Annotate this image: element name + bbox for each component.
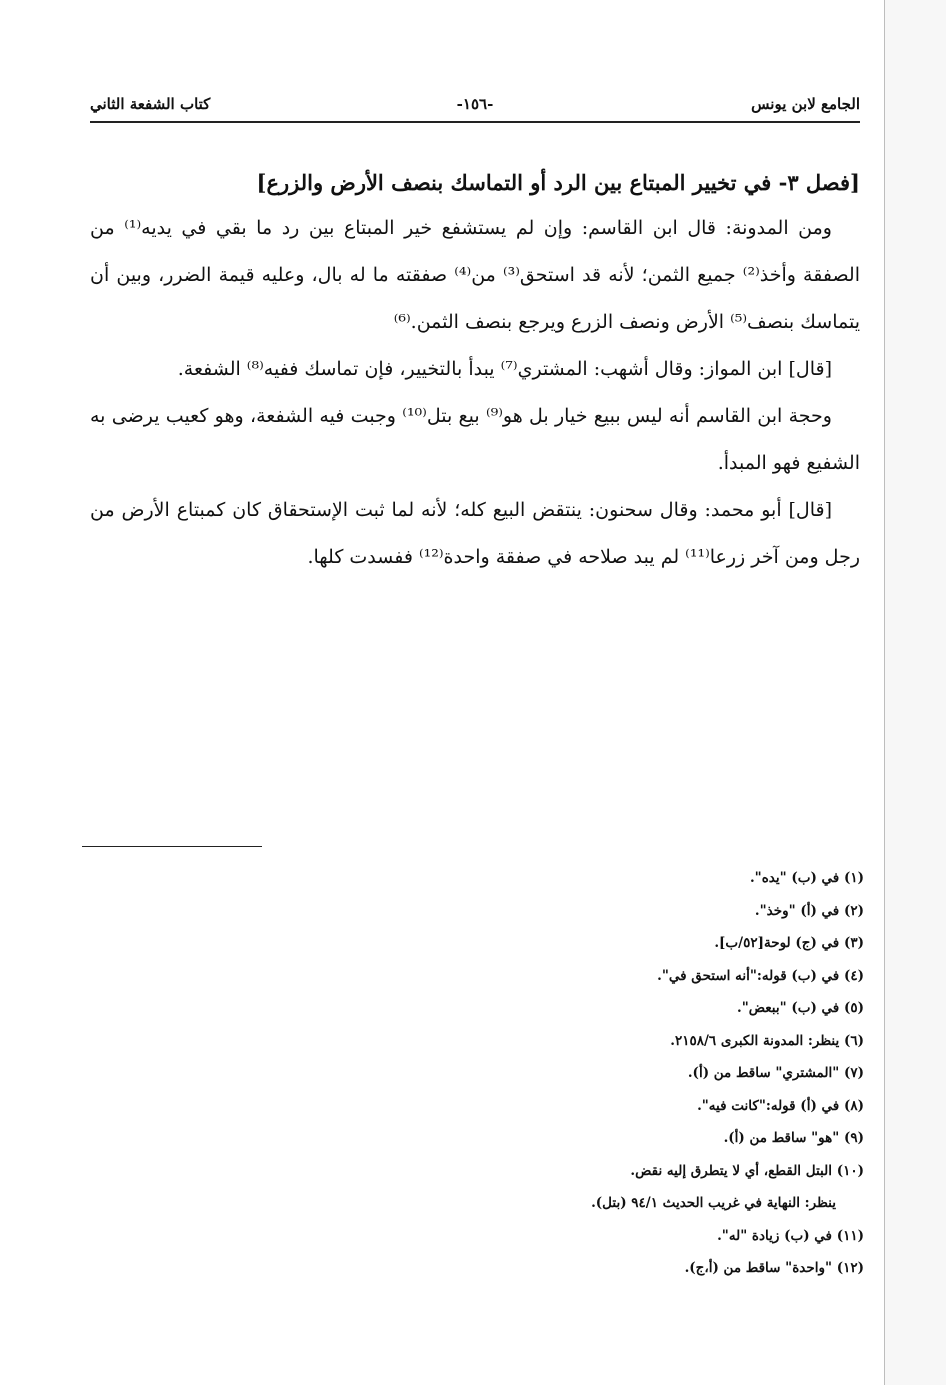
paragraph-3: وحجة ابن القاسم أنه ليس ببيع خيار بل هو⁽⁹⁾ بيع بتل⁽¹⁰⁾ وجبت فيه الشفعة، وهو كعيب يرضى به الشفيع فهو المبدأ. (90, 405, 860, 474)
header-book-title: الجامع لابن يونس (751, 95, 860, 113)
footnote-7: (٧) "المشتري" ساقط من (أ). (687, 1065, 864, 1081)
footnote-11: (١١) في (ب) زيادة "له". (717, 1227, 864, 1244)
footnote-10: (١٠) البتل القطع، أي لا يتطرق إليه نقض. (630, 1162, 864, 1179)
footnote-3: (٣) في (ج) لوحة[٥٢/ب]. (714, 935, 864, 951)
footnotes (224, 862, 864, 1285)
footnote-1: (١) في (ب) "يده". (749, 870, 864, 886)
footnote-separator (82, 846, 262, 847)
section-title: [فصل ٣- في تخيير المبتاع بين الرد أو التماسك بنصف الأرض والزرع] (256, 170, 860, 195)
running-header (90, 95, 860, 129)
page-edge-shade (885, 0, 946, 1385)
footnote-2: (٢) في (أ) "وخذ". (754, 902, 864, 919)
footnote-12: (١٢) "واحدة" ساقط من (أ،ج). (684, 1260, 864, 1276)
footnote-9: (٩) "هو" ساقط من (أ). (723, 1130, 864, 1146)
footnote-6: (٦) ينظر: المدونة الكبرى ٢١٥٨/٦. (670, 1032, 864, 1049)
footnote-5: (٥) في (ب) "ببعض". (737, 1000, 864, 1016)
paragraph-1: ومن المدونة: قال ابن القاسم: وإن لم يستشفع خير المبتاع بين رد ما بقي في يديه⁽¹⁾ من الصفقة وأخذ⁽²⁾ جميع الثمن؛ لأنه قد استحق⁽³⁾ من⁽⁴⁾ صفقته ما له بال، وعليه قيمة الضرر، وبين أن يتماسك بنصف⁽⁵⁾ الأرض ونصف الزرع ويرجع بنصف الثمن.⁽⁶⁾ (90, 217, 860, 333)
footnote-4: (٤) في (ب) قوله:"أنه استحق في". (657, 967, 864, 984)
document-page (90, 95, 860, 581)
paragraph-2: [قال] ابن المواز: وقال أشهب: المشتري⁽⁷⁾ يبدأ بالتخيير، فإن تماسك ففيه⁽⁸⁾ الشفعة. (177, 358, 832, 380)
footnote-10-continuation: ينظر: النهاية في غريب الحديث ٩٤/١ (بتل). (591, 1195, 836, 1211)
footnote-8: (٨) في (أ) قوله:"كانت فيه". (697, 1097, 864, 1114)
header-rule (90, 121, 860, 123)
page-edge-line (884, 0, 885, 1385)
page-number: -١٥٦- (456, 95, 494, 113)
header-chapter-title: كتاب الشفعة الثاني (90, 95, 211, 113)
paragraph-4: [قال] أبو محمد: وقال سحنون: ينتقض البيع كله؛ لأنه لما ثبت الإستحقاق كان كمبتاع الأرض من رجل ومن آخر زرعا⁽¹¹⁾ لم يبد صلاحه في صفقة واحدة⁽¹²⁾ ففسدت كلها. (90, 499, 860, 568)
